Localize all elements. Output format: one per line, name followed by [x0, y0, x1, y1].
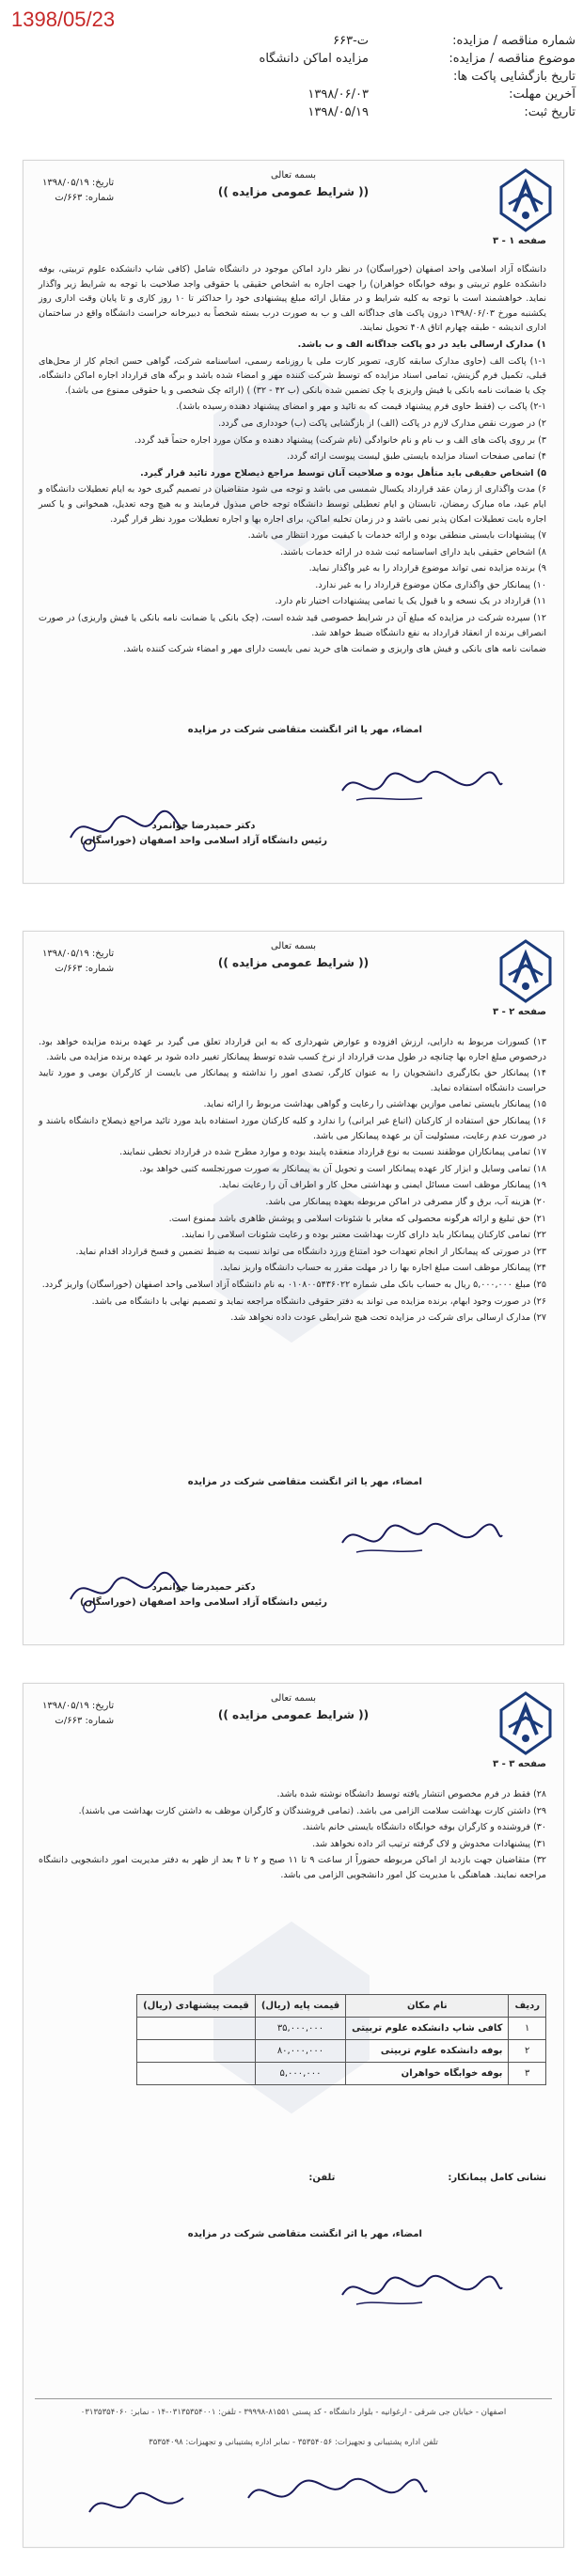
paragraph: ۲۵) مبلغ ۵,۰۰۰,۰۰۰ ریال به حساب بانک ملی شماره ۰۱۰۸۰۰۵۴۳۶۰۲۲ به نام دانشگاه آزاد اسلامی واحد اصفهان (خوراسگان) واریز گردد.: [41, 1279, 546, 1290]
paragraph: ۳۱) پیشنهادات مخدوش و لاک گرفته ترتیب اثر داده نخواهد شد.: [312, 1838, 546, 1849]
paragraph: ۲۶) در صورت وجود ابهام، برنده مزایده می تواند به دفتر حقوقی دانشگاه مراجعه نماید و تصمیم نهایی با دانشگاه می باشد.: [91, 1296, 546, 1307]
signer-title: رئیس دانشگاه آزاد اسلامی واحد اصفهان (خوراسگان): [80, 836, 328, 846]
header-label: موضوع مناقصه / مزایده:: [449, 52, 575, 66]
paragraph: ۳۲) متقاضیان جهت بازدید از اماکن مربوطه حضوراً از ساعت ۹ تا ۱۱ صبح و ۲ تا ۴ بعد از ظهر به دفتر مدیریت امور دانشجویی دانشگاه مراجعه نمایند. هماهنگی با مدیریت کل امور دانشجویی الزامی می باشد.: [39, 1855, 547, 1880]
header-label: آخرین مهلت:: [509, 87, 575, 102]
number-label: شماره:: [85, 1716, 115, 1726]
tender-header: [11, 32, 575, 121]
row-number: ۱: [509, 2018, 546, 2040]
table-row: [137, 2040, 546, 2063]
signer-block: [80, 1580, 327, 1610]
bidder-signature-icon: [338, 2267, 507, 2314]
document-page-3: [23, 1683, 564, 2548]
paragraph: ۳) بر روی پاکت های الف و ب نام و نام خانوادگی (نام شرکت) پیشنهاد دهنده و مکان مورد اجاره حتماً قید گردد.: [134, 434, 546, 446]
paragraph: ۸) اشخاص حقیقی باید دارای اساسنامه ثبت شده در ارائه خدمات باشند.: [280, 546, 546, 558]
paragraph: ۱۹) پیمانکار موظف است مسائل ایمنی و بهداشتی محل کار و اطراف آن را رعایت نماید.: [218, 1180, 546, 1191]
number-value: ۶۶۳/ت: [55, 193, 83, 203]
doc-title: (( شرایط عمومی مزایده )): [217, 185, 370, 198]
paragraph: ۵) اشخاص حقیقی باید متأهل بوده و صلاحیت آنان توسط مراجع ذیصلاح مورد تائید قرار گیرد.: [140, 467, 546, 479]
places-table: [136, 1994, 546, 2085]
bottom-president-signature-icon: [80, 2479, 193, 2526]
header-value: ت-۶۶۳: [333, 34, 369, 48]
paragraph: ۷) پیشنهادات بایستی منطقی بوده و ارائه خدمات با کیفیت مورد انتظار می باشد.: [247, 530, 546, 542]
paragraph: ۱۲) سپرده شرکت در مزایده که مبلغ آن در شرایط خصوصی قید شده است، (چک بانکی یا ضمانت نامه بانکی یا فیش واریزی) در صورت انصراف برنده از انعقاد قرارداد به نفع دانشگاه ضبط خواهد شد.: [39, 613, 546, 638]
paragraph: ۶) مدت واگذاری از زمان عقد قرارداد یکسال شمسی می باشد و توجه می شود متقاضیان در تصمیم گیری خود به ایام تعطیلات دانشگاه و ایام عید، ماه مبارک رمضان، تابستان و ایام تعطیلی توسط دانشگاه توجه خاص مبذول فرمایند و به هیچ وجه تعدیل، همخوانی و یا کسر اجاره بابت تعطیلات امکان پذیر نمی باشد و در زمان تخلیه اماکن، برای اجاره بها و اجاره تعطیلات مورد نظر قرار گیرد.: [39, 484, 546, 525]
header-value: ۱۳۹۸/۰۶/۰۳: [307, 87, 369, 102]
paragraph: ۱۰) پیمانکار حق واگذاری مکان موضوع قرارداد را به غیر ندارد.: [315, 579, 546, 590]
base-price: ۵,۰۰۰,۰۰۰: [255, 2063, 345, 2085]
paragraph: ۱۸) تمامی وسایل و ابزار کار عهده پیمانکار است و تحویل آن به پیمانکار به صورت صورتجلسه کتبی خواهد بود.: [139, 1163, 546, 1174]
header-row-deadline: [11, 86, 575, 103]
bidder-phone-label: تلفن:: [308, 2173, 336, 2183]
paragraph: ۳۰) فروشنده و کارگران بوفه خوابگاه دانشگاه بایستی خانم باشند.: [302, 1822, 546, 1833]
doc-meta: [42, 1699, 114, 1729]
doc-title: (( شرایط عمومی مزایده )): [217, 1708, 370, 1721]
date-label: تاریخ:: [91, 178, 115, 188]
number-label: شماره:: [85, 964, 115, 974]
paragraph: ۲۴) پیمانکار موظف است مبلغ اجاره بها را در مهلت مقرر به حساب دانشگاه واریز نماید.: [220, 1263, 546, 1274]
bidder-info-line: [308, 2173, 546, 2183]
place-name: بوفه دانشکده علوم تربیتی: [346, 2040, 509, 2063]
paragraph: دانشگاه آزاد اسلامی واحد اصفهان (خوراسگان) در نظر دارد اماکن موجود در دانشگاه شامل (کافی شاپ دانشکده علوم تربیتی، بوفه دانشکده علوم تربیتی و بوفه خوابگاه خواهران) را جهت اجاره به اشخاص حقیقی یا حقوقی واجد صلاحیت با توجه به شرایط زیر واگذار نماید. خواهشمند است با توجه به کلیه شرایط و در مقابل ارائه مبلغ پیشنهادی خود را حداکثر تا ۱۰ روز کاری و تا پایان وقت اداری روز یکشنبه مورخ ۱۳۹۸/۰۶/۰۳ درون پاکت های جداگانه الف و ب به صورت درب بسته شخصاً به دبیرخانه حراست دانشگاه واقع در ساختمان اداری اندیشه - طبقه چهارم اتاق ۴۰۸ تحویل نمایند.: [39, 264, 546, 334]
footer-divider: [35, 2398, 552, 2399]
signer-name: دکتر حمیدرضا جوانمرد: [151, 1582, 256, 1593]
paragraph: ۲۳) در صورتی که پیمانکار از انجام تعهدات خود امتناع ورزد دانشگاه می تواند نسبت به ضبط تضمین و فسخ قرارداد اقدام نماید.: [75, 1246, 546, 1257]
footer-address: اصفهان - خیابان جی شرقی - ارغوانیه - بلوار دانشگاه - کد پستی ۸۱۵۵۱-۳۹۹۹۸ - تلفن: ۰۳۱۳۵۳۵۴۰۰۱-۱۴ - نمابر: ۰۳۱۳۵۳۵۴۰۶۰: [80, 2408, 507, 2417]
page-number: صفحه ۱ - ۳: [493, 236, 546, 246]
signer-title: رئیس دانشگاه آزاد اسلامی واحد اصفهان (خوراسگان): [80, 1597, 328, 1608]
paragraph: ۱۴) پیمانکار حق بکارگیری دانشجویان را به عنوان کارگر، تصدی امور را نداشته و پیمانکار می بایست از کارگران بومی و مورد تایید حراست دانشگاه استفاده نماید.: [39, 1068, 546, 1093]
offer-price[interactable]: [137, 2018, 256, 2040]
page-number: صفحه ۲ - ۳: [493, 1007, 546, 1017]
paragraph: ضمانت نامه های بانکی و فیش های واریزی و ضمانت های خرید نمی بایست دارای مهر و امضاء شرکت کننده باشد.: [123, 644, 546, 655]
paragraph: ۹) برنده مزایده نمی تواند موضوع قرارداد را به غیر واگذار نماید.: [308, 563, 546, 574]
stamp-label: امضاء، مهر یا اثر انگشت متقاضی شرکت در مزایده: [187, 2229, 422, 2239]
bidder-address-label: نشانی کامل پیمانکار:: [448, 2173, 546, 2183]
doc-title: (( شرایط عمومی مزایده )): [217, 956, 370, 969]
page-header: [24, 1684, 563, 1763]
terms-body: [39, 262, 546, 659]
footer-phone: تلفن اداره پشتیبانی و تجهیزات: ۳۵۳۵۴۰۵۶ - نمابر اداره پشتیبانی و تجهیزات: ۳۵۳۵۴۰۹۸: [149, 2438, 438, 2447]
column-header: ردیف: [509, 1995, 546, 2018]
paragraph: ۱-۱) پاکت الف (حاوی مدارک سابقه کاری، تصویر کارت ملی یا روزنامه رسمی، اساسنامه شرکت، گواهی حسن انجام کار از محل‌های قبلی، تکمیل فرم گزینش، تمامی اسناد مزایده که توسط شرکت کننده مهر و امضاء شده باشد و برگه های قرارداد اجاره اماکن دانشگاه، چک یا ضمانت نامه بانکی یا فیش واریزی یا چک تضمین شده بانکی (ب ۴۲ - ۳۲) ) (ارائه چک شخصی و یا حقوقی ممنوع می باشد).: [39, 355, 546, 396]
paragraph: ۴) تمامی صفحات اسناد مزایده بایستی طبق لیست پیوست ارائه گردد.: [287, 451, 546, 463]
header-value: مزایده اماکن دانشگاه: [259, 52, 369, 66]
bidder-signature-icon: [338, 1515, 507, 1562]
paragraph: ۲۹) داشتن کارت بهداشت سلامت الزامی می باشد. (تمامی فروشندگان و کارگران موظف به داشتن کارت بهداشت می باشند).: [78, 1805, 546, 1816]
bottom-bidder-signature-icon: [244, 2470, 432, 2517]
date-value: ۱۳۹۸/۰۵/۱۹: [42, 178, 89, 188]
page-header: [24, 161, 563, 240]
paragraph: ۲-۱) پاکت ب (فقط حاوی فرم پیشنهاد قیمت که به تائید و مهر و امضای پیشنهاد دهنده رسیده باشد).: [176, 401, 546, 413]
bismillah: بسمه تعالی: [270, 941, 317, 951]
doc-meta: [42, 176, 114, 206]
header-row-opening: [11, 68, 575, 86]
bismillah: بسمه تعالی: [270, 1693, 317, 1704]
table-row: [137, 2018, 546, 2040]
document-page-1: [23, 160, 564, 884]
paragraph: ۲) در صورت نقص مدارک لازم در پاکت (الف) از بازگشایی پاکت (ب) خودداری می گردد.: [218, 417, 546, 429]
number-value: ۶۶۳/ت: [55, 964, 83, 974]
column-header: قیمت پایه (ریال): [255, 1995, 345, 2018]
date-value: ۱۳۹۸/۰۵/۱۹: [42, 949, 89, 959]
terms-body: [39, 1787, 546, 1885]
header-label: شماره مناقصه / مزایده:: [452, 34, 575, 48]
paragraph: ۲۲) تمامی کارکنان پیمانکار باید دارای کارت بهداشت معتبر بوده و رعایت شئونات اسلامی را نمایند.: [181, 1230, 546, 1241]
page-number: صفحه ۳ - ۳: [493, 1759, 546, 1769]
paragraph: ۲۷) مدارک ارسالی برای شرکت در مزایده تحت هیچ شرایطی عودت داده نخواهد شد.: [230, 1312, 546, 1324]
header-value: ۱۳۹۸/۰۵/۱۹: [307, 105, 369, 119]
offer-price[interactable]: [137, 2040, 256, 2063]
paragraph: ۱۱) قرارداد در یک نسخه و با قبول یک یا تمامی پیشنهادات اختیار تام دارد.: [275, 596, 546, 607]
paragraph: ۱۷) تمامی پیمانکاران موظفند نسبت به نوع قرارداد منعقده پایبند بوده و موارد مطرح شده در قرارداد تخطی ننمایند.: [119, 1147, 546, 1158]
header-label: تاریخ بازگشایی پاکت ها:: [452, 70, 575, 84]
signer-block: [80, 819, 327, 849]
offer-price[interactable]: [137, 2063, 256, 2085]
signer-name: دکتر حمیدرضا جوانمرد: [151, 821, 256, 831]
date-label: تاریخ:: [91, 1701, 115, 1711]
paragraph: ۱۵) پیمانکار بایستی تمامی موازین بهداشتی را رعایت و گواهی بهداشت مربوط را ارائه نماید.: [203, 1099, 546, 1110]
paragraph: ۱۶) پیمانکار حق استفاده از کارکنان (اتباع غیر ایرانی) را ندارد و کلیه کارکنان مورد استفاده باید مورد تائید مراجع ذیصلاح دانشگاه باشند و در صورت عدم رعایت، مسئولیت آن بر عهده پیمانکار می باشد.: [39, 1115, 546, 1141]
base-price: ۸۰,۰۰۰,۰۰۰: [255, 2040, 345, 2063]
header-row-registered: [11, 103, 575, 121]
row-number: ۲: [509, 2040, 546, 2063]
header-label: تاریخ ثبت:: [524, 105, 575, 119]
table-header-row: [137, 1995, 546, 2018]
table-row: [137, 2063, 546, 2085]
header-row-subject: [11, 50, 575, 68]
paragraph: ۲۰) هزینه آب، برق و گاز مصرفی در اماکن مربوطه بعهده پیمانکار می باشد.: [265, 1196, 546, 1207]
column-header: نام مکان: [346, 1995, 509, 2018]
date-label: تاریخ:: [91, 949, 115, 959]
date-value: ۱۳۹۸/۰۵/۱۹: [42, 1701, 89, 1711]
place-name: کافی شاپ دانشکده علوم تربیتی: [346, 2018, 509, 2040]
header-row-number: [11, 32, 575, 50]
stamp-label: امضاء، مهر یا اثر انگشت متقاضی شرکت در مزایده: [187, 725, 422, 735]
terms-body: [39, 1035, 546, 1327]
paragraph: ۱) مدارک ارسالی باید در دو پاکت جداگانه الف و ب باشد.: [297, 338, 546, 350]
stamp-label: امضاء، مهر یا اثر انگشت متقاضی شرکت در مزایده: [187, 1477, 422, 1487]
date-stamp: 1398/05/23: [11, 8, 116, 31]
paragraph: ۲۸) فقط در فرم مخصوص انتشار یافته توسط دانشگاه نوشته شده باشد.: [276, 1789, 546, 1799]
paragraph: ۱۳) کسورات مربوط به دارایی، ارزش افزوده و عوارض شهرداری که به این قرارداد تعلق می گیرد بر عهده برنده مزایده خواهد بود. درخصوص مبلغ اجاره بها چنانچه در طول مدت قرارداد از نرخ کسب شده توسط پیمانکار تغییر داده شود بر عهده برنده مزایده می باشد.: [39, 1037, 546, 1062]
row-number: ۳: [509, 2063, 546, 2085]
bismillah: بسمه تعالی: [270, 170, 317, 181]
number-value: ۶۶۳/ت: [55, 1716, 83, 1726]
doc-meta: [42, 947, 114, 977]
page-header: [24, 932, 563, 1011]
place-name: بوفه خوابگاه خواهران: [346, 2063, 509, 2085]
document-page-2: [23, 931, 564, 1645]
number-label: شماره:: [85, 193, 115, 203]
column-header: قیمت پیشنهادی (ریال): [137, 1995, 256, 2018]
paragraph: ۲۱) حق تبلیغ و ارائه هرگونه محصولی که مغایر با شئونات اسلامی و پوشش ظاهری باشد ممنوع است.: [168, 1213, 546, 1224]
base-price: ۳۵,۰۰۰,۰۰۰: [255, 2018, 345, 2040]
bidder-signature-icon: [338, 762, 507, 809]
